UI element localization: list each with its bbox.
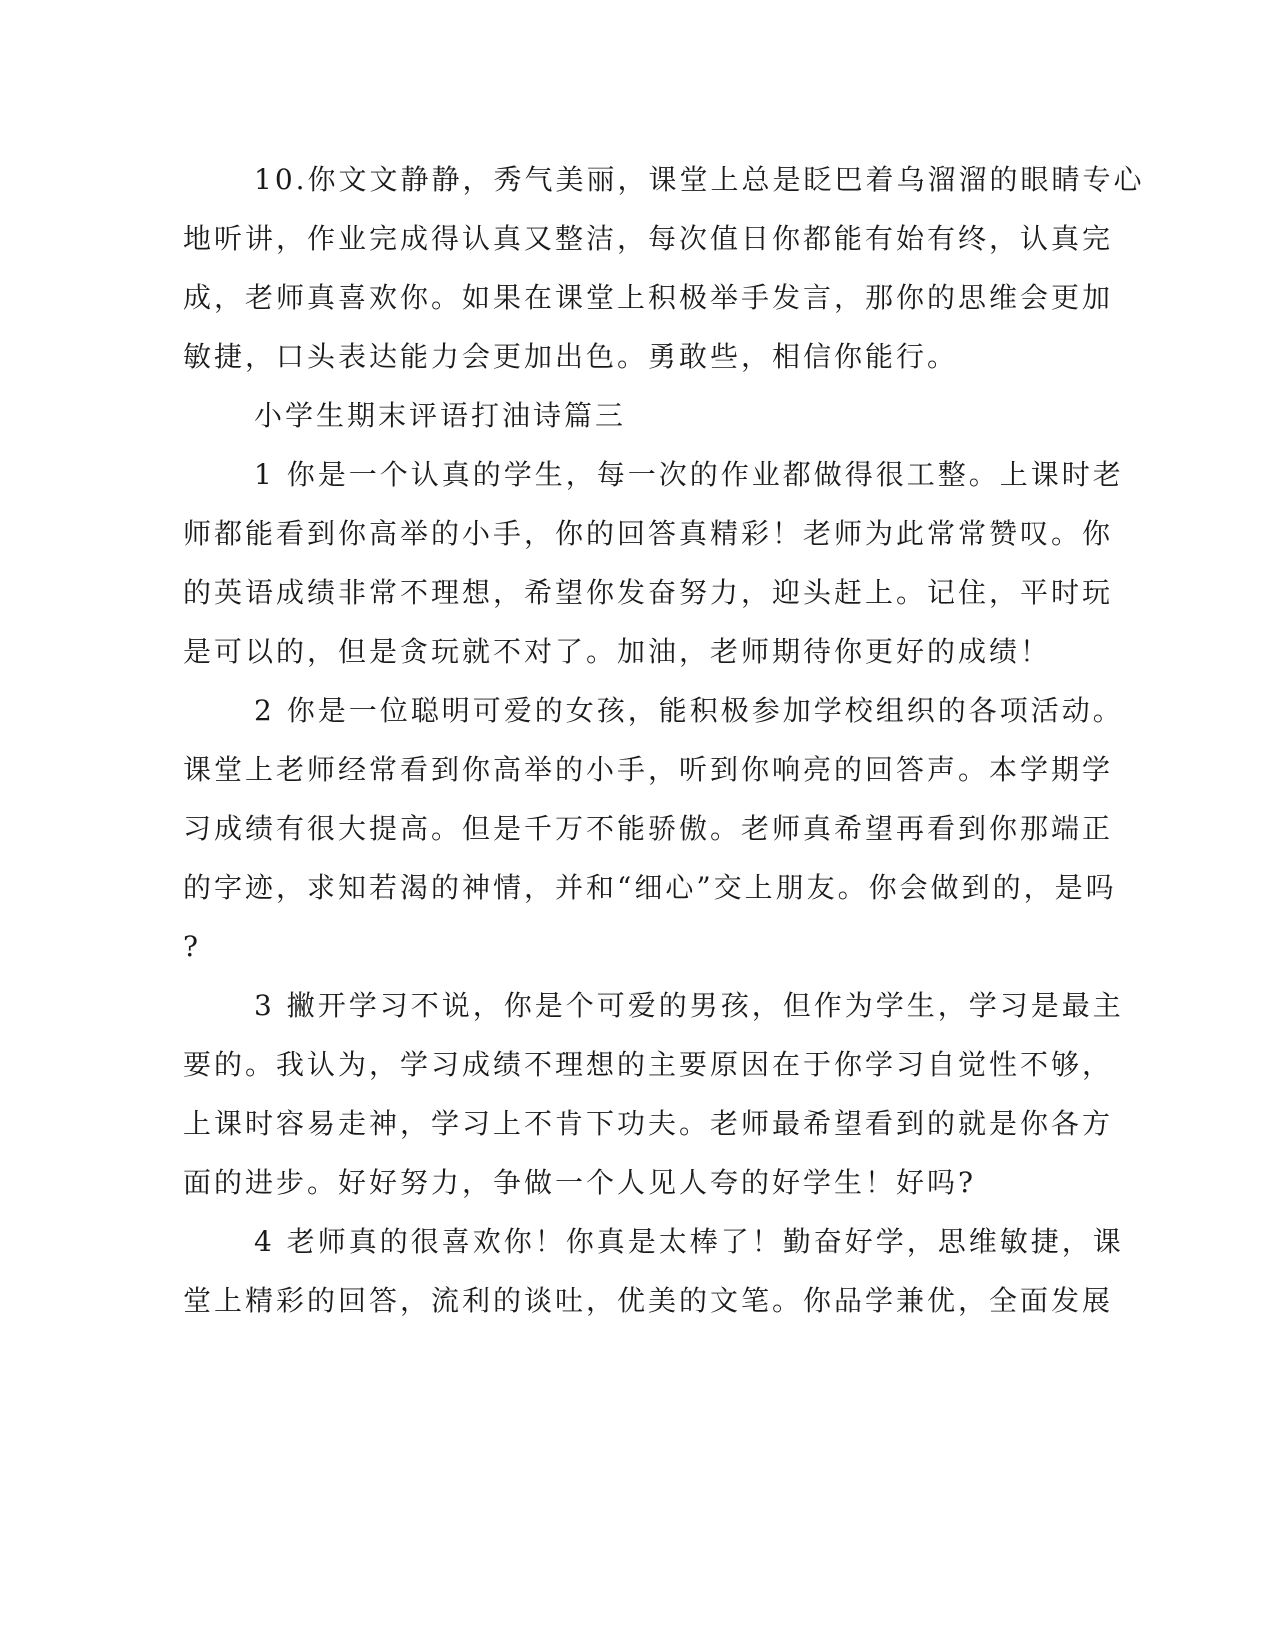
paragraph-1-line-2: 师都能看到你高举的小手，你的回答真精彩！老师为此常常赞叹。你	[183, 517, 1114, 550]
section-heading: 小学生期末评语打油诗篇三	[254, 399, 627, 432]
paragraph-2-line-3: 习成绩有很大提高。但是千万不能骄傲。老师真希望再看到你那端正	[183, 812, 1114, 845]
paragraph-3-line-2: 要的。我认为，学习成绩不理想的主要原因在于你学习自觉性不够，	[183, 1048, 1114, 1081]
paragraph-3-line-4: 面的进步。好好努力，争做一个人见人夸的好学生！好吗?	[183, 1166, 977, 1199]
paragraph-1-line-4: 是可以的，但是贪玩就不对了。加油，老师期待你更好的成绩！	[183, 635, 1052, 668]
paragraph-10-line-2: 地听讲，作业完成得认真又整洁，每次值日你都能有始有终，认真完	[183, 222, 1114, 255]
paragraph-2-line-2: 课堂上老师经常看到你高举的小手，听到你响亮的回答声。本学期学	[183, 753, 1114, 786]
paragraph-2-line-5: ?	[183, 930, 202, 963]
paragraph-2-line-4: 的字迹，求知若渴的神情，并和“细心”交上朋友。你会做到的，是吗	[183, 871, 1117, 904]
paragraph-3-line-1: 3 撇开学习不说，你是个可爱的男孩，但作为学生，学习是最主	[254, 989, 1124, 1022]
paragraph-2-line-1: 2 你是一位聪明可爱的女孩，能积极参加学校组织的各项活动。	[254, 694, 1124, 727]
paragraph-3-line-3: 上课时容易走神，学习上不肯下功夫。老师最希望看到的就是你各方	[183, 1107, 1114, 1140]
paragraph-4-line-1: 4 老师真的很喜欢你！你真是太棒了！勤奋好学，思维敏捷，课	[254, 1225, 1124, 1258]
paragraph-1-line-3: 的英语成绩非常不理想，希望你发奋努力，迎头赶上。记住，平时玩	[183, 576, 1114, 609]
paragraph-1-line-1: 1 你是一个认真的学生，每一次的作业都做得很工整。上课时老	[254, 458, 1124, 491]
paragraph-10-line-3: 成，老师真喜欢你。如果在课堂上积极举手发言，那你的思维会更加	[183, 281, 1114, 314]
paragraph-4-line-2: 堂上精彩的回答，流利的谈吐，优美的文笔。你品学兼优，全面发展	[183, 1284, 1114, 1317]
paragraph-10-line-4: 敏捷，口头表达能力会更加出色。勇敢些，相信你能行。	[183, 340, 959, 373]
paragraph-10-line-1: 10.你文文静静，秀气美丽，课堂上总是眨巴着乌溜溜的眼睛专心	[254, 163, 1145, 196]
